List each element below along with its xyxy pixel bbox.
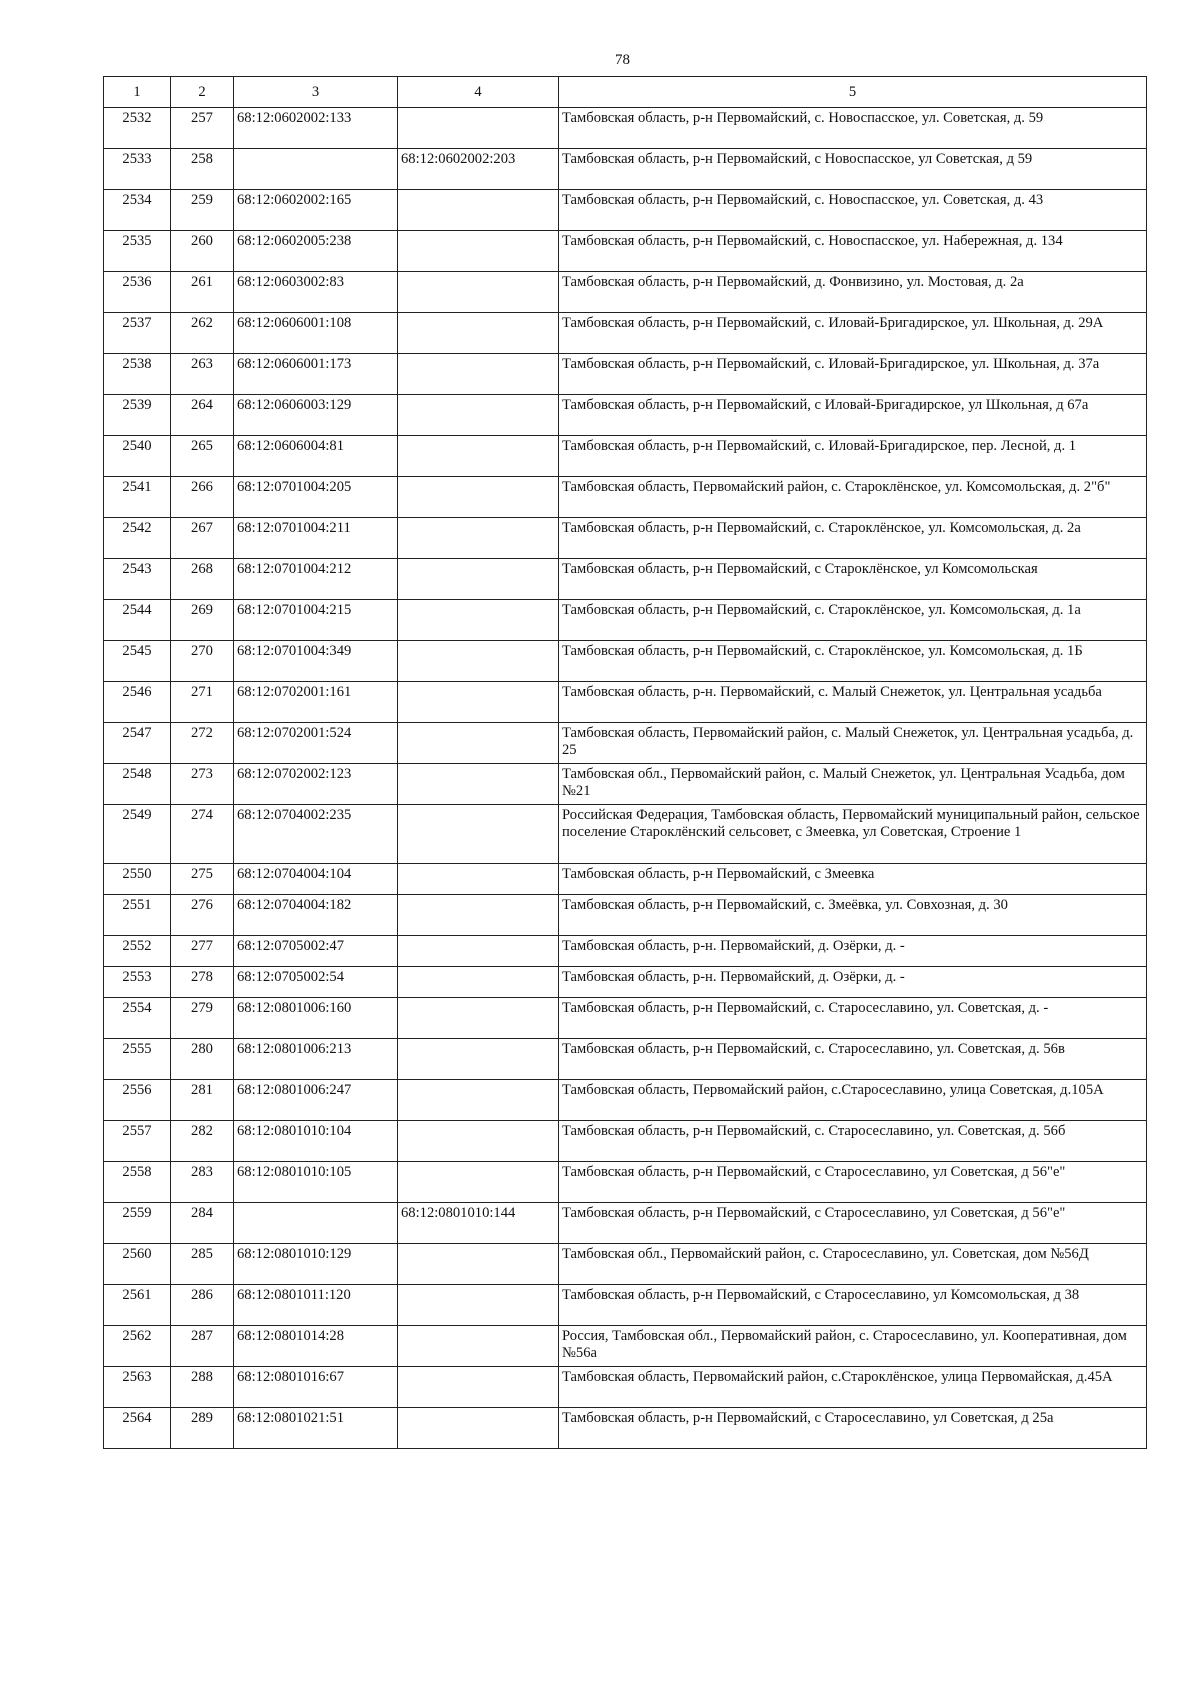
- address-cell: Тамбовская область, р-н. Первомайский, д. Озёрки, д. -: [559, 967, 1147, 998]
- item-number-cell: 281: [171, 1080, 234, 1121]
- address-cell: Тамбовская область, р-н Первомайский, с. Иловай-Бригадирское, ул. Школьная, д. 37а: [559, 354, 1147, 395]
- table-row: [104, 272, 1147, 313]
- cadastral-number-cell: 68:12:0801006:247: [234, 1080, 398, 1121]
- row-number-cell: 2545: [104, 641, 171, 682]
- item-number-cell: 277: [171, 936, 234, 967]
- column-header: 4: [398, 77, 559, 108]
- cadastral-number-cell: 68:12:0801016:67: [234, 1367, 398, 1408]
- alt-cadastral-number-cell: [398, 1408, 559, 1449]
- address-cell: Тамбовская область, р-н Первомайский, с. Новоспасское, ул. Набережная, д. 134: [559, 231, 1147, 272]
- cadastral-number-cell: 68:12:0801010:104: [234, 1121, 398, 1162]
- cadastral-number-cell: 68:12:0702001:524: [234, 723, 398, 764]
- alt-cadastral-number-cell: [398, 477, 559, 518]
- address-cell: Тамбовская область, р-н Первомайский, с. Иловай-Бригадирское, пер. Лесной, д. 1: [559, 436, 1147, 477]
- address-cell: Тамбовская область, р-н Первомайский, с. Змеёвка, ул. Совхозная, д. 30: [559, 895, 1147, 936]
- address-cell: Тамбовская область, Первомайский район, с. Староклёнское, ул. Комсомольская, д. 2"б": [559, 477, 1147, 518]
- alt-cadastral-number-cell: 68:12:0801010:144: [398, 1203, 559, 1244]
- address-cell: Тамбовская область, р-н. Первомайский, с. Малый Снежеток, ул. Центральная усадьба: [559, 682, 1147, 723]
- cadastral-number-cell: 68:12:0701004:215: [234, 600, 398, 641]
- alt-cadastral-number-cell: [398, 682, 559, 723]
- address-cell: Тамбовская область, р-н Первомайский, с Змеевка: [559, 864, 1147, 895]
- alt-cadastral-number-cell: [398, 936, 559, 967]
- cadastral-number-cell: 68:12:0602002:133: [234, 108, 398, 149]
- cadastral-number-cell: 68:12:0702001:161: [234, 682, 398, 723]
- table-row: [104, 864, 1147, 895]
- table-row: [104, 1285, 1147, 1326]
- table-row: [104, 559, 1147, 600]
- item-number-cell: 284: [171, 1203, 234, 1244]
- alt-cadastral-number-cell: [398, 998, 559, 1039]
- cadastral-number-cell: 68:12:0606004:81: [234, 436, 398, 477]
- alt-cadastral-number-cell: [398, 1162, 559, 1203]
- row-number-cell: 2552: [104, 936, 171, 967]
- address-cell: Тамбовская область, р-н Первомайский, с. Староклёнское, ул. Комсомольская, д. 1а: [559, 600, 1147, 641]
- table-row: [104, 1080, 1147, 1121]
- alt-cadastral-number-cell: [398, 1121, 559, 1162]
- cadastral-number-cell: [234, 149, 398, 190]
- item-number-cell: 280: [171, 1039, 234, 1080]
- registry-table: [103, 76, 1147, 1449]
- item-number-cell: 287: [171, 1326, 234, 1367]
- column-header: 5: [559, 77, 1147, 108]
- address-cell: Российская Федерация, Тамбовская область, Первомайский муниципальный район, сельское поселение Староклёнский сельсовет, с Змеевка, ул Советская, Строение 1: [559, 805, 1147, 864]
- row-number-cell: 2541: [104, 477, 171, 518]
- address-cell: Тамбовская область, р-н Первомайский, с. Староклёнское, ул. Комсомольская, д. 2а: [559, 518, 1147, 559]
- table-row: [104, 1121, 1147, 1162]
- table-row: [104, 518, 1147, 559]
- item-number-cell: 278: [171, 967, 234, 998]
- row-number-cell: 2560: [104, 1244, 171, 1285]
- item-number-cell: 289: [171, 1408, 234, 1449]
- row-number-cell: 2564: [104, 1408, 171, 1449]
- page-number: 78: [615, 52, 630, 68]
- alt-cadastral-number-cell: [398, 895, 559, 936]
- address-cell: Тамбовская область, р-н Первомайский, с. Старосеславино, ул. Советская, д. -: [559, 998, 1147, 1039]
- alt-cadastral-number-cell: [398, 395, 559, 436]
- address-cell: Тамбовская область, р-н Первомайский, д. Фонвизино, ул. Мостовая, д. 2а: [559, 272, 1147, 313]
- item-number-cell: 286: [171, 1285, 234, 1326]
- alt-cadastral-number-cell: [398, 518, 559, 559]
- address-cell: Тамбовская область, р-н Первомайский, с Староклёнское, ул Комсомольская: [559, 559, 1147, 600]
- alt-cadastral-number-cell: [398, 723, 559, 764]
- table-row: [104, 231, 1147, 272]
- cadastral-number-cell: 68:12:0606003:129: [234, 395, 398, 436]
- address-cell: Тамбовская область, р-н Первомайский, с. Иловай-Бригадирское, ул. Школьная, д. 29А: [559, 313, 1147, 354]
- row-number-cell: 2544: [104, 600, 171, 641]
- row-number-cell: 2538: [104, 354, 171, 395]
- table-row: [104, 1367, 1147, 1408]
- alt-cadastral-number-cell: [398, 1080, 559, 1121]
- item-number-cell: 263: [171, 354, 234, 395]
- row-number-cell: 2536: [104, 272, 171, 313]
- alt-cadastral-number-cell: [398, 272, 559, 313]
- row-number-cell: 2550: [104, 864, 171, 895]
- cadastral-number-cell: 68:12:0705002:47: [234, 936, 398, 967]
- item-number-cell: 265: [171, 436, 234, 477]
- item-number-cell: 269: [171, 600, 234, 641]
- address-cell: Тамбовская область, р-н Первомайский, с Новоспасское, ул Советская, д 59: [559, 149, 1147, 190]
- table-row: [104, 998, 1147, 1039]
- row-number-cell: 2535: [104, 231, 171, 272]
- item-number-cell: 266: [171, 477, 234, 518]
- address-cell: Тамбовская область, р-н Первомайский, с. Старосеславино, ул. Советская, д. 56б: [559, 1121, 1147, 1162]
- row-number-cell: 2546: [104, 682, 171, 723]
- item-number-cell: 282: [171, 1121, 234, 1162]
- address-cell: Тамбовская область, р-н Первомайский, с Старосеславино, ул Советская, д 56"е": [559, 1203, 1147, 1244]
- row-number-cell: 2563: [104, 1367, 171, 1408]
- alt-cadastral-number-cell: [398, 313, 559, 354]
- table-row: [104, 723, 1147, 764]
- item-number-cell: 267: [171, 518, 234, 559]
- column-header: 1: [104, 77, 171, 108]
- row-number-cell: 2556: [104, 1080, 171, 1121]
- table-row: [104, 313, 1147, 354]
- table-row: [104, 967, 1147, 998]
- row-number-cell: 2559: [104, 1203, 171, 1244]
- alt-cadastral-number-cell: [398, 641, 559, 682]
- cadastral-number-cell: 68:12:0801006:213: [234, 1039, 398, 1080]
- table-row: [104, 1326, 1147, 1367]
- item-number-cell: 273: [171, 764, 234, 805]
- row-number-cell: 2551: [104, 895, 171, 936]
- item-number-cell: 275: [171, 864, 234, 895]
- alt-cadastral-number-cell: [398, 967, 559, 998]
- table-row: [104, 354, 1147, 395]
- item-number-cell: 276: [171, 895, 234, 936]
- table-row: [104, 936, 1147, 967]
- row-number-cell: 2553: [104, 967, 171, 998]
- cadastral-number-cell: [234, 1203, 398, 1244]
- item-number-cell: 259: [171, 190, 234, 231]
- table-row: [104, 1039, 1147, 1080]
- alt-cadastral-number-cell: [398, 1367, 559, 1408]
- alt-cadastral-number-cell: [398, 764, 559, 805]
- row-number-cell: 2532: [104, 108, 171, 149]
- row-number-cell: 2548: [104, 764, 171, 805]
- address-cell: Тамбовская область, р-н Первомайский, с Старосеславино, ул Советская, д 25а: [559, 1408, 1147, 1449]
- cadastral-number-cell: 68:12:0705002:54: [234, 967, 398, 998]
- column-header: 2: [171, 77, 234, 108]
- table-row: [104, 1162, 1147, 1203]
- table-row: [104, 1408, 1147, 1449]
- address-cell: Тамбовская область, р-н Первомайский, с. Староклёнское, ул. Комсомольская, д. 1Б: [559, 641, 1147, 682]
- row-number-cell: 2543: [104, 559, 171, 600]
- table-row: [104, 641, 1147, 682]
- row-number-cell: 2558: [104, 1162, 171, 1203]
- table-row: [104, 600, 1147, 641]
- table-row: [104, 395, 1147, 436]
- row-number-cell: 2547: [104, 723, 171, 764]
- row-number-cell: 2555: [104, 1039, 171, 1080]
- alt-cadastral-number-cell: [398, 190, 559, 231]
- cadastral-number-cell: 68:12:0704002:235: [234, 805, 398, 864]
- item-number-cell: 260: [171, 231, 234, 272]
- address-cell: Тамбовская область, р-н Первомайский, с Иловай-Бригадирское, ул Школьная, д 67а: [559, 395, 1147, 436]
- address-cell: Тамбовская обл., Первомайский район, с. Малый Снежеток, ул. Центральная Усадьба, дом №21: [559, 764, 1147, 805]
- row-number-cell: 2562: [104, 1326, 171, 1367]
- address-cell: Тамбовская область, Первомайский район, с.Староклёнское, улица Первомайская, д.45А: [559, 1367, 1147, 1408]
- item-number-cell: 261: [171, 272, 234, 313]
- table-row: [104, 477, 1147, 518]
- table-row: [104, 1203, 1147, 1244]
- row-number-cell: 2557: [104, 1121, 171, 1162]
- row-number-cell: 2561: [104, 1285, 171, 1326]
- cadastral-number-cell: 68:12:0801011:120: [234, 1285, 398, 1326]
- row-number-cell: 2540: [104, 436, 171, 477]
- item-number-cell: 288: [171, 1367, 234, 1408]
- item-number-cell: 274: [171, 805, 234, 864]
- item-number-cell: 264: [171, 395, 234, 436]
- cadastral-number-cell: 68:12:0701004:211: [234, 518, 398, 559]
- cadastral-number-cell: 68:12:0602002:165: [234, 190, 398, 231]
- cadastral-number-cell: 68:12:0801010:105: [234, 1162, 398, 1203]
- item-number-cell: 279: [171, 998, 234, 1039]
- cadastral-number-cell: 68:12:0603002:83: [234, 272, 398, 313]
- item-number-cell: 262: [171, 313, 234, 354]
- address-cell: Тамбовская область, р-н Первомайский, с. Новоспасское, ул. Советская, д. 43: [559, 190, 1147, 231]
- row-number-cell: 2542: [104, 518, 171, 559]
- row-number-cell: 2533: [104, 149, 171, 190]
- row-number-cell: 2534: [104, 190, 171, 231]
- address-cell: Тамбовская область, р-н Первомайский, с Старосеславино, ул Комсомольская, д 38: [559, 1285, 1147, 1326]
- alt-cadastral-number-cell: [398, 805, 559, 864]
- alt-cadastral-number-cell: [398, 559, 559, 600]
- table-row: [104, 149, 1147, 190]
- alt-cadastral-number-cell: [398, 108, 559, 149]
- cadastral-number-cell: 68:12:0801021:51: [234, 1408, 398, 1449]
- cadastral-number-cell: 68:12:0702002:123: [234, 764, 398, 805]
- cadastral-number-cell: 68:12:0704004:104: [234, 864, 398, 895]
- cadastral-number-cell: 68:12:0606001:173: [234, 354, 398, 395]
- row-number-cell: 2549: [104, 805, 171, 864]
- row-number-cell: 2537: [104, 313, 171, 354]
- row-number-cell: 2554: [104, 998, 171, 1039]
- address-cell: Тамбовская обл., Первомайский район, с. Старосеславино, ул. Советская, дом №56Д: [559, 1244, 1147, 1285]
- cadastral-number-cell: 68:12:0606001:108: [234, 313, 398, 354]
- item-number-cell: 257: [171, 108, 234, 149]
- header-row: [104, 77, 1147, 108]
- table-row: [104, 805, 1147, 864]
- table-row: [104, 764, 1147, 805]
- item-number-cell: 283: [171, 1162, 234, 1203]
- cadastral-number-cell: 68:12:0701004:212: [234, 559, 398, 600]
- alt-cadastral-number-cell: [398, 1244, 559, 1285]
- alt-cadastral-number-cell: [398, 1326, 559, 1367]
- alt-cadastral-number-cell: [398, 436, 559, 477]
- cadastral-number-cell: 68:12:0801014:28: [234, 1326, 398, 1367]
- address-cell: Тамбовская область, р-н Первомайский, с. Старосеславино, ул. Советская, д. 56в: [559, 1039, 1147, 1080]
- address-cell: Тамбовская область, р-н Первомайский, с. Новоспасское, ул. Советская, д. 59: [559, 108, 1147, 149]
- cadastral-number-cell: 68:12:0701004:349: [234, 641, 398, 682]
- address-cell: Тамбовская область, Первомайский район, с.Старосеславино, улица Советская, д.105А: [559, 1080, 1147, 1121]
- cadastral-number-cell: 68:12:0602005:238: [234, 231, 398, 272]
- address-cell: Тамбовская область, р-н. Первомайский, д. Озёрки, д. -: [559, 936, 1147, 967]
- alt-cadastral-number-cell: [398, 354, 559, 395]
- alt-cadastral-number-cell: [398, 1285, 559, 1326]
- table-row: [104, 436, 1147, 477]
- address-cell: Россия, Тамбовская обл., Первомайский район, с. Старосеславино, ул. Кооперативная, дом №56а: [559, 1326, 1147, 1367]
- cadastral-number-cell: 68:12:0801010:129: [234, 1244, 398, 1285]
- item-number-cell: 258: [171, 149, 234, 190]
- cadastral-number-cell: 68:12:0704004:182: [234, 895, 398, 936]
- alt-cadastral-number-cell: [398, 231, 559, 272]
- item-number-cell: 285: [171, 1244, 234, 1285]
- table-row: [104, 682, 1147, 723]
- item-number-cell: 271: [171, 682, 234, 723]
- item-number-cell: 272: [171, 723, 234, 764]
- address-cell: Тамбовская область, р-н Первомайский, с Старосеславино, ул Советская, д 56"е": [559, 1162, 1147, 1203]
- table-row: [104, 190, 1147, 231]
- table-row: [104, 108, 1147, 149]
- cadastral-number-cell: 68:12:0801006:160: [234, 998, 398, 1039]
- cadastral-number-cell: 68:12:0701004:205: [234, 477, 398, 518]
- address-cell: Тамбовская область, Первомайский район, с. Малый Снежеток, ул. Центральная усадьба, д. 25: [559, 723, 1147, 764]
- row-number-cell: 2539: [104, 395, 171, 436]
- table-row: [104, 895, 1147, 936]
- alt-cadastral-number-cell: 68:12:0602002:203: [398, 149, 559, 190]
- table-row: [104, 1244, 1147, 1285]
- alt-cadastral-number-cell: [398, 1039, 559, 1080]
- item-number-cell: 270: [171, 641, 234, 682]
- column-header: 3: [234, 77, 398, 108]
- item-number-cell: 268: [171, 559, 234, 600]
- alt-cadastral-number-cell: [398, 864, 559, 895]
- alt-cadastral-number-cell: [398, 600, 559, 641]
